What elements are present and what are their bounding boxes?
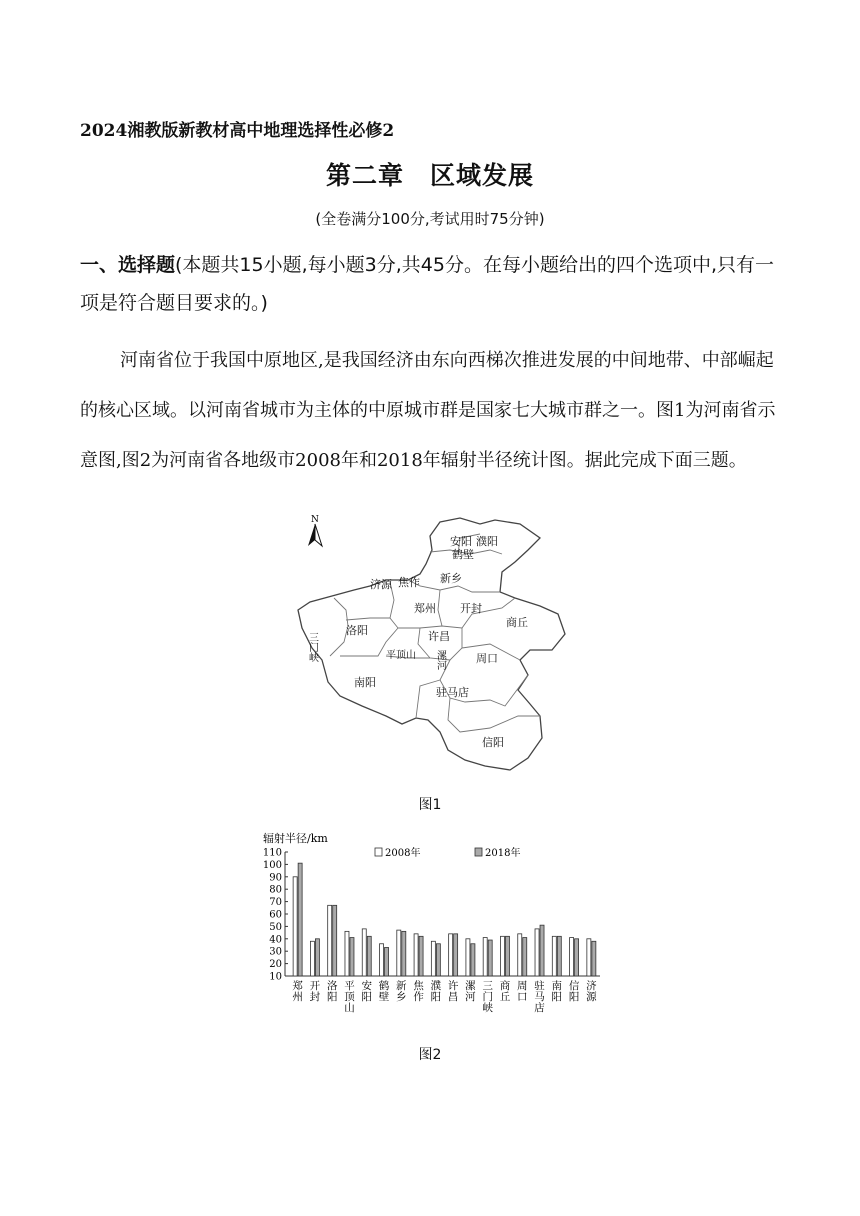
x-axis-labels <box>292 979 597 1014</box>
city-label: 许昌 <box>428 630 450 643</box>
exam-info: (全卷满分100分,考试用时75分钟) <box>315 210 545 228</box>
x-tick-label: 三 <box>482 980 493 992</box>
legend-label: 2008年 <box>385 848 421 859</box>
legend-swatch <box>375 848 382 856</box>
bar <box>293 877 297 976</box>
north-arrow-icon <box>308 515 322 546</box>
bar <box>471 944 475 976</box>
x-tick-label: 昌 <box>447 991 459 1003</box>
y-tick-label: 100 <box>262 859 282 871</box>
bar <box>518 934 522 976</box>
x-tick-label: 店 <box>534 1002 545 1014</box>
bar <box>328 905 332 976</box>
legend-swatch <box>475 848 482 856</box>
x-tick-label: 阳 <box>326 991 338 1003</box>
city-label: 安阳 <box>450 535 472 548</box>
city-label: 驻马店 <box>436 686 469 699</box>
bar <box>575 939 579 976</box>
y-tick-label: 30 <box>269 946 282 958</box>
bar <box>350 938 354 976</box>
bar <box>397 930 401 976</box>
x-tick-label: 州 <box>292 991 303 1003</box>
radius-bar-chart <box>255 826 605 1030</box>
x-tick-label: 峡 <box>482 1002 493 1014</box>
x-tick-label: 河 <box>465 991 476 1003</box>
x-tick-label: 阳 <box>361 991 372 1003</box>
city-label: 周口 <box>476 652 498 665</box>
bar <box>570 938 574 976</box>
x-tick-label: 信 <box>568 980 580 992</box>
north-label: N <box>311 515 319 525</box>
x-tick-label: 平 <box>344 980 355 992</box>
bar <box>466 939 470 976</box>
city-label: 济源 <box>370 578 392 591</box>
y-tick-label: 60 <box>269 909 282 921</box>
city-label: 南阳 <box>354 676 376 689</box>
city-label: 新乡 <box>440 572 462 585</box>
x-tick-label: 驻 <box>534 980 545 992</box>
x-tick-label: 南 <box>551 980 563 992</box>
figure-2-caption: 图2 <box>418 1047 442 1063</box>
x-tick-label: 周 <box>517 980 528 992</box>
book-title: 2024湘教版新教材高中地理选择性必修2 <box>80 121 395 141</box>
x-tick-label: 济 <box>586 980 597 992</box>
bar <box>419 936 423 976</box>
chart-legend <box>375 846 520 859</box>
city-label: 信阳 <box>482 736 504 749</box>
y-tick-label: 90 <box>269 872 282 884</box>
bar <box>488 940 492 976</box>
bar <box>315 939 319 976</box>
y-tick-label: 110 <box>262 847 282 859</box>
y-tick-label: 70 <box>269 897 282 909</box>
bar <box>414 934 418 976</box>
bar <box>587 939 591 976</box>
bar <box>535 929 539 976</box>
section-heading <box>80 246 785 322</box>
x-tick-label: 作 <box>413 991 424 1003</box>
x-tick-label: 开 <box>309 980 321 992</box>
bar <box>431 941 435 976</box>
x-tick-label: 许 <box>447 980 459 992</box>
y-tick-label: 20 <box>269 959 282 971</box>
bar <box>367 936 371 976</box>
x-tick-label: 洛 <box>326 980 338 992</box>
x-tick-label: 鹤 <box>378 980 390 992</box>
x-tick-label: 安 <box>361 980 372 992</box>
bar <box>449 934 453 976</box>
x-tick-label: 漯 <box>465 980 476 992</box>
city-label: 郑州 <box>414 602 436 615</box>
x-tick-label: 阳 <box>551 991 563 1003</box>
bar <box>483 938 487 976</box>
x-tick-label: 马 <box>534 991 545 1003</box>
figure-1-caption: 图1 <box>418 797 442 813</box>
y-tick-label: 50 <box>269 921 282 933</box>
y-tick-label: 80 <box>269 884 282 896</box>
intro-paragraph: 河南省位于我国中原地区,是我国经济由东向西梯次推进发展的中间地带、中部崛起的核心区域。以河南省城市为主体的中原城市群是国家七大城市群之一。图1为河南省示意图,图2为河南省各地级市2008年和2018年辐射半径统计图。据此完成下面三题。 <box>80 350 776 471</box>
x-tick-label: 乡 <box>396 991 407 1003</box>
bar <box>362 929 366 976</box>
city-label: 濮阳 <box>476 535 498 548</box>
bar <box>552 936 556 976</box>
legend-label: 2018年 <box>485 848 521 859</box>
x-tick-label: 商 <box>499 980 511 992</box>
bar <box>380 944 384 976</box>
bar <box>333 905 337 976</box>
henan-map <box>290 510 580 780</box>
bar <box>505 936 509 976</box>
city-label: 漯河 <box>434 650 446 670</box>
city-label: 洛阳 <box>346 624 368 637</box>
x-tick-label: 焦 <box>413 980 424 992</box>
y-axis-label: 辐射半径/km <box>263 832 328 845</box>
bar <box>345 931 349 976</box>
x-tick-label: 山 <box>344 1002 355 1014</box>
province-outline <box>298 518 565 770</box>
city-label: 商丘 <box>506 616 528 629</box>
x-tick-label: 濮 <box>430 980 442 992</box>
bar <box>500 936 504 976</box>
x-tick-label: 顶 <box>344 991 355 1003</box>
x-tick-label: 新 <box>396 980 407 992</box>
bar <box>298 863 302 976</box>
bar <box>454 934 458 976</box>
section-label: 一、选择题 <box>80 254 176 276</box>
x-tick-label: 壁 <box>378 991 390 1003</box>
x-tick-label: 阳 <box>430 991 442 1003</box>
bar <box>557 936 561 976</box>
y-tick-label: 10 <box>269 971 282 983</box>
city-label: 鹤壁 <box>452 548 474 561</box>
section-instructions: (本题共15小题,每小题3分,共45分。在每小题给出的四个选项中,只有一项是符合题目要求的。) <box>80 254 774 314</box>
y-tick-label: 40 <box>269 934 282 946</box>
bar <box>540 925 544 976</box>
bar <box>402 931 406 976</box>
x-tick-label: 封 <box>309 991 321 1003</box>
city-label: 平顶山 <box>386 650 416 661</box>
bar <box>310 941 314 976</box>
chapter-title: 第二章 区域发展 <box>325 161 534 190</box>
x-tick-label: 门 <box>482 991 493 1003</box>
bar <box>592 941 596 976</box>
bar-group <box>293 863 596 976</box>
x-tick-label: 源 <box>586 991 597 1003</box>
x-tick-label: 口 <box>517 991 528 1003</box>
bar <box>523 938 527 976</box>
x-tick-label: 丘 <box>499 991 511 1003</box>
bar <box>385 947 389 976</box>
city-label: 焦作 <box>398 576 420 589</box>
city-label: 三门峡 <box>306 632 318 662</box>
city-label: 开封 <box>460 602 482 615</box>
x-tick-label: 阳 <box>568 991 580 1003</box>
x-tick-label: 郑 <box>292 980 303 992</box>
bar <box>436 944 440 976</box>
